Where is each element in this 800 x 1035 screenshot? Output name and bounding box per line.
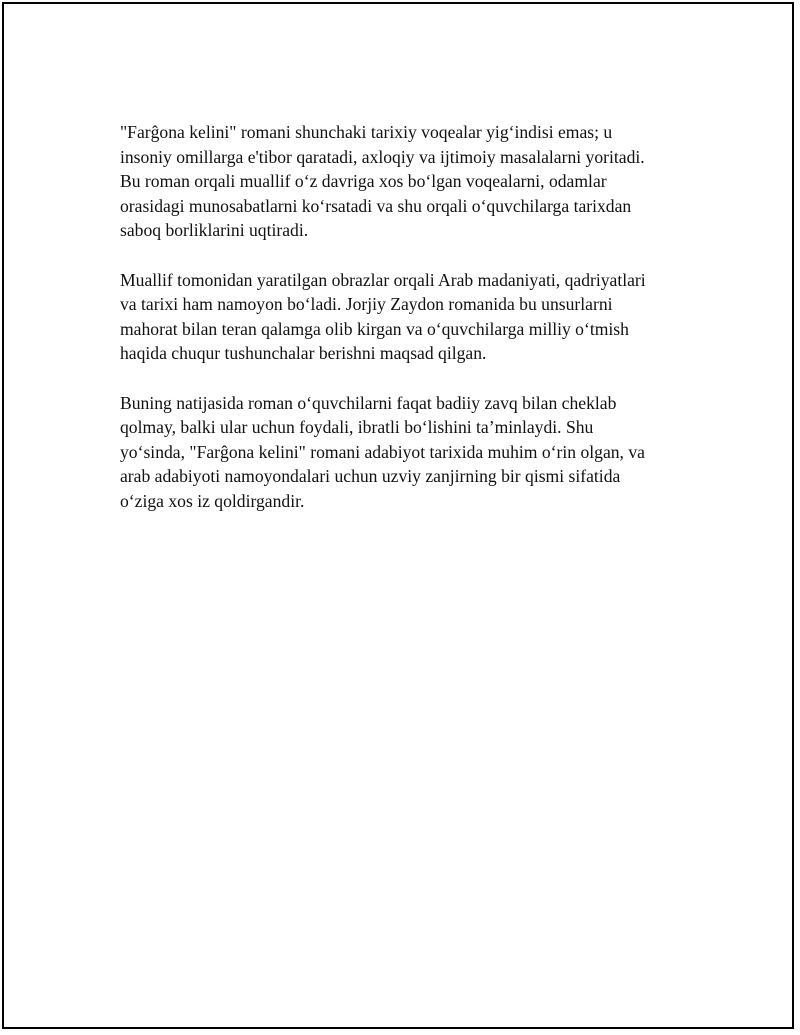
paragraph-2 [120, 268, 680, 366]
text-line: haqida chuqur tushunchalar berishni maqsad qilgan. [120, 343, 487, 364]
text-line: Bu roman orqali muallif o‘z davriga xos bo‘lgan voqealarni, odamlar [120, 171, 607, 192]
text-line: insoniy omillarga e'tibor qaratadi, axloqiy va ijtimoiy masalalarni yoritadi. [120, 146, 645, 167]
text-line: mahorat bilan teran qalamga olib kirgan va o‘quvchilarga milliy o‘tmish [120, 318, 629, 339]
text-line: orasidagi munosabatlarni ko‘rsatadi va shu orqali o‘quvchilarga tarixdan [120, 195, 632, 216]
document-page [2, 2, 794, 1029]
text-line: va tarixi ham namoyon bo‘ladi. Jorjiy Zaydon romanida bu unsurlarni [120, 294, 613, 315]
text-line: qolmay, balki ular uchun foydali, ibratli bo‘lishini ta’minlaydi. Shu [120, 417, 594, 438]
text-line: yo‘sinda, "Farĝona kelini" romani adabiyot tarixida muhim o‘rin olgan, va [120, 441, 645, 462]
document-body [120, 120, 680, 538]
text-line: Buning natijasida roman o‘quvchilarni faqat badiiy zavq bilan cheklab [120, 392, 617, 413]
paragraph-1 [120, 120, 680, 243]
paragraph-3 [120, 391, 680, 514]
text-line: "Farĝona kelini" romani shunchaki tarixiy voqealar yig‘indisi emas; u [120, 122, 613, 142]
text-line: o‘ziga xos iz qoldirgandir. [120, 490, 305, 511]
text-line: saboq borliklarini uqtiradi. [120, 220, 309, 241]
text-line: Muallif tomonidan yaratilgan obrazlar orqali Arab madaniyati, qadriyatlari [120, 269, 646, 290]
text-line: arab adabiyoti namoyondalari uchun uzviy zanjirning bir qismi sifatida [120, 466, 621, 487]
